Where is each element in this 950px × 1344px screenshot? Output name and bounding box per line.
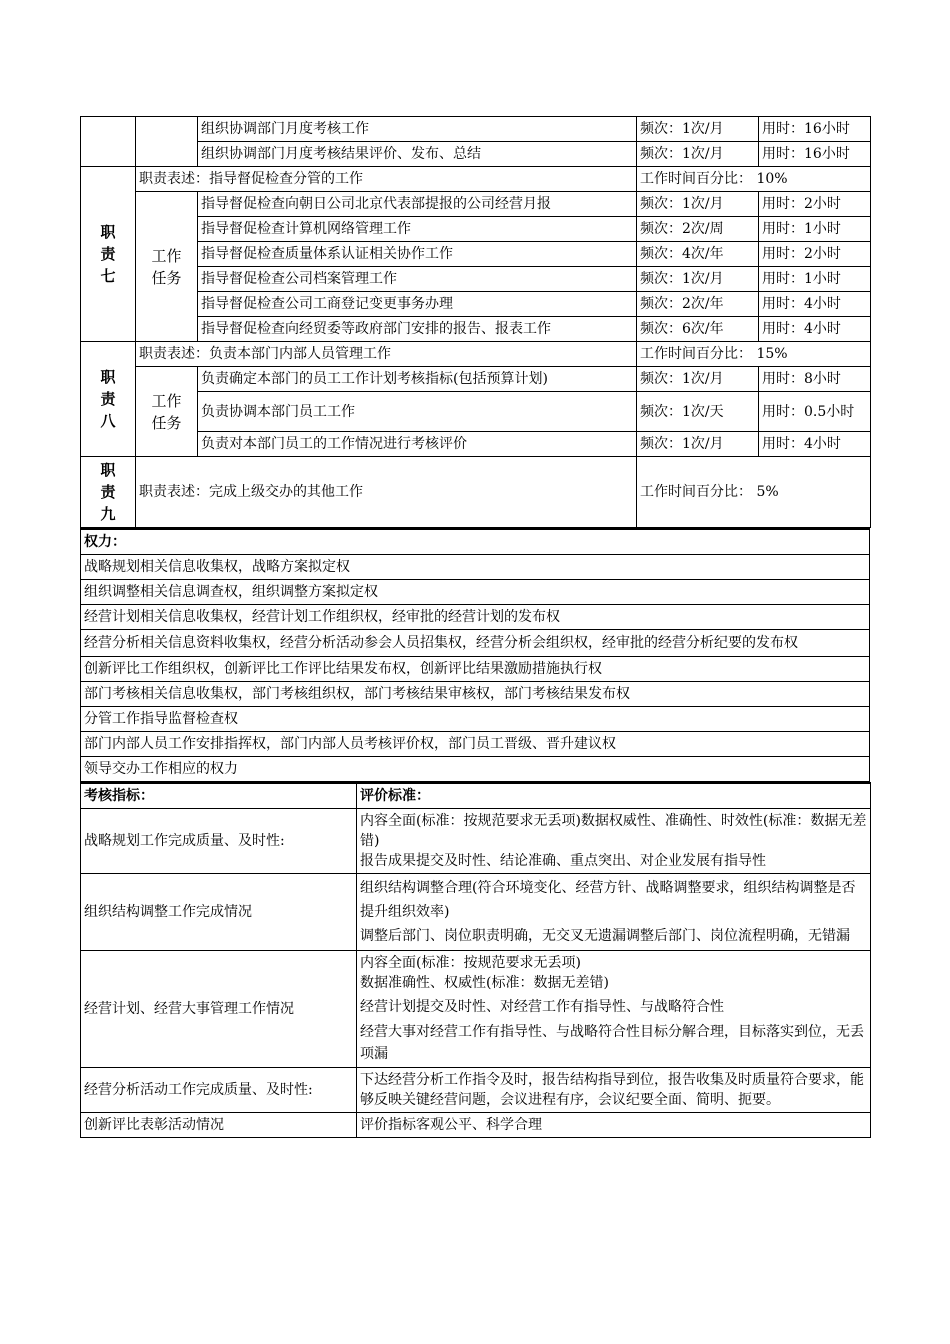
task-cell: 负责对本部门员工的工作情况进行考核评价 xyxy=(198,432,637,457)
frequency-cell: 频次：1次/天 xyxy=(637,392,759,432)
duration-cell: 用时：4小时 xyxy=(759,292,871,317)
frequency-cell: 频次：2次/周 xyxy=(637,217,759,242)
duty9-row xyxy=(81,457,871,528)
table-row xyxy=(81,217,871,242)
kpi-row xyxy=(81,1113,871,1138)
kpi-row xyxy=(81,874,871,951)
duty7-task-label: 工作 任务 xyxy=(136,192,198,342)
table-row xyxy=(81,267,871,292)
table-row xyxy=(81,432,871,457)
kpi-standard: 评价指标客观公平、科学合理 xyxy=(357,1113,871,1138)
task-cell: 负责确定本部门的员工工作计划考核指标(包括预算计划) xyxy=(198,367,637,392)
kpi-standard: 组织结构调整合理(符合环境变化、经营方针、战略调整要求，组织结构调整是否提升组织效率) 调整后部门、岗位职责明确，无交叉无遗漏调整后部门、岗位流程明确，无错漏 xyxy=(357,874,871,951)
frequency-cell: 频次：6次/年 xyxy=(637,317,759,342)
power-item: 经营计划相关信息收集权，经营计划工作组织权，经审批的经营计划的发布权 xyxy=(81,605,870,630)
duty8-desc-row xyxy=(81,342,871,367)
kpi-name: 经营分析活动工作完成质量、及时性: xyxy=(81,1068,357,1113)
task-cell: 指导督促检查公司档案管理工作 xyxy=(198,267,637,292)
kpi-standard: 内容全面(标准：按规范要求无丢项) 数据准确性、权威性(标准：数据无差错) 经营计划提交及时性、对经营工作有指导性、与战略符合性 经营大事对经营工作有指导性、与战略符合性目标分解合理，目标落实到位，无丢项漏 xyxy=(357,951,871,1068)
power-item: 部门考核相关信息收集权，部门考核组织权，部门考核结果审核权，部门考核结果发布权 xyxy=(81,682,870,707)
duty9-label: 职 责 九 xyxy=(81,457,136,528)
frequency-cell: 频次：1次/月 xyxy=(637,117,759,142)
duration-cell: 用时：4小时 xyxy=(759,317,871,342)
task-cell: 指导督促检查向经贸委等政府部门安排的报告、报表工作 xyxy=(198,317,637,342)
kpi-standard: 内容全面(标准：按规范要求无丢项)数据权威性、准确性、时效性(标准：数据无差错) 报告成果提交及时性、结论准确、重点突出、对企业发展有指导性 xyxy=(357,809,871,874)
power-item: 组织调整相关信息调查权，组织调整方案拟定权 xyxy=(81,580,870,605)
task-cell: 负责协调本部门员工工作 xyxy=(198,392,637,432)
task-cell: 指导督促检查质量体系认证相关协作工作 xyxy=(198,242,637,267)
duty8-task-label: 工作 任务 xyxy=(136,367,198,457)
job-description-sheet xyxy=(80,116,870,1138)
frequency-cell: 频次：2次/年 xyxy=(637,292,759,317)
duration-cell: 用时：16小时 xyxy=(759,142,871,167)
frequency-cell: 频次：1次/月 xyxy=(637,142,759,167)
frequency-cell: 频次：1次/月 xyxy=(637,267,759,292)
table-row xyxy=(81,142,871,167)
kpi-name: 经营计划、经营大事管理工作情况 xyxy=(81,951,357,1068)
duty8-label: 职 责 八 xyxy=(81,342,136,457)
kpi-name: 组织结构调整工作完成情况 xyxy=(81,874,357,951)
duties-table xyxy=(80,116,871,528)
duration-cell: 用时：2小时 xyxy=(759,192,871,217)
duration-cell: 用时：2小时 xyxy=(759,242,871,267)
duty9-time-percent: 工作时间百分比： 5% xyxy=(637,457,871,528)
kpi-row xyxy=(81,809,871,874)
duty7-desc-row xyxy=(81,167,871,192)
duty8-time-percent: 工作时间百分比： 15% xyxy=(637,342,871,367)
duration-cell: 用时：1小时 xyxy=(759,267,871,292)
kpi-name: 创新评比表彰活动情况 xyxy=(81,1113,357,1138)
duty8-description: 职责表述：负责本部门内部人员管理工作 xyxy=(136,342,637,367)
duration-cell: 用时：16小时 xyxy=(759,117,871,142)
power-item: 创新评比工作组织权，创新评比工作评比结果发布权，创新评比结果激励措施执行权 xyxy=(81,657,870,682)
power-item: 分管工作指导监督检查权 xyxy=(81,707,870,732)
duty7-time-percent: 工作时间百分比： 10% xyxy=(637,167,871,192)
power-item: 经营分析相关信息资料收集权，经营分析活动参会人员招集权，经营分析会组织权，经审批的经营分析纪要的发布权 xyxy=(81,630,870,657)
duty7-label: 职 责 七 xyxy=(81,167,136,342)
power-item: 部门内部人员工作安排指挥权，部门内部人员考核评价权，部门员工晋级、晋升建议权 xyxy=(81,732,870,757)
power-item: 战略规划相关信息收集权，战略方案拟定权 xyxy=(81,555,870,580)
task-cell: 组织协调部门月度考核工作 xyxy=(198,117,637,142)
duty9-description: 职责表述：完成上级交办的其他工作 xyxy=(136,457,637,528)
power-table xyxy=(80,528,870,782)
table-row xyxy=(81,292,871,317)
table-row xyxy=(81,392,871,432)
frequency-cell: 频次：4次/年 xyxy=(637,242,759,267)
duration-cell: 用时：0.5小时 xyxy=(759,392,871,432)
duty7-description: 职责表述：指导督促检查分管的工作 xyxy=(136,167,637,192)
standard-title: 评价标准： xyxy=(357,783,871,809)
frequency-cell: 频次：1次/月 xyxy=(637,432,759,457)
power-item: 领导交办工作相应的权力 xyxy=(81,757,870,782)
table-row xyxy=(81,192,871,217)
task-cell: 指导督促检查公司工商登记变更事务办理 xyxy=(198,292,637,317)
duration-cell: 用时：1小时 xyxy=(759,217,871,242)
table-row xyxy=(81,317,871,342)
frequency-cell: 频次：1次/月 xyxy=(637,192,759,217)
duration-cell: 用时：8小时 xyxy=(759,367,871,392)
task-cell: 指导督促检查计算机网络管理工作 xyxy=(198,217,637,242)
task-cell: 指导督促检查向朝日公司北京代表部提报的公司经营月报 xyxy=(198,192,637,217)
task-cell: 组织协调部门月度考核结果评价、发布、总结 xyxy=(198,142,637,167)
kpi-table xyxy=(80,782,871,1138)
kpi-row xyxy=(81,951,871,1068)
table-row xyxy=(81,367,871,392)
kpi-name: 战略规划工作完成质量、及时性: xyxy=(81,809,357,874)
kpi-standard: 下达经营分析工作指令及时，报告结构指导到位，报告收集及时质量符合要求，能够反映关键经营问题，会议进程有序，会议纪要全面、简明、扼要。 xyxy=(357,1068,871,1113)
table-row xyxy=(81,117,871,142)
frequency-cell: 频次：1次/月 xyxy=(637,367,759,392)
table-row xyxy=(81,242,871,267)
power-title: 权力： xyxy=(81,529,870,555)
kpi-title: 考核指标： xyxy=(81,783,357,809)
kpi-row xyxy=(81,1068,871,1113)
duration-cell: 用时：4小时 xyxy=(759,432,871,457)
